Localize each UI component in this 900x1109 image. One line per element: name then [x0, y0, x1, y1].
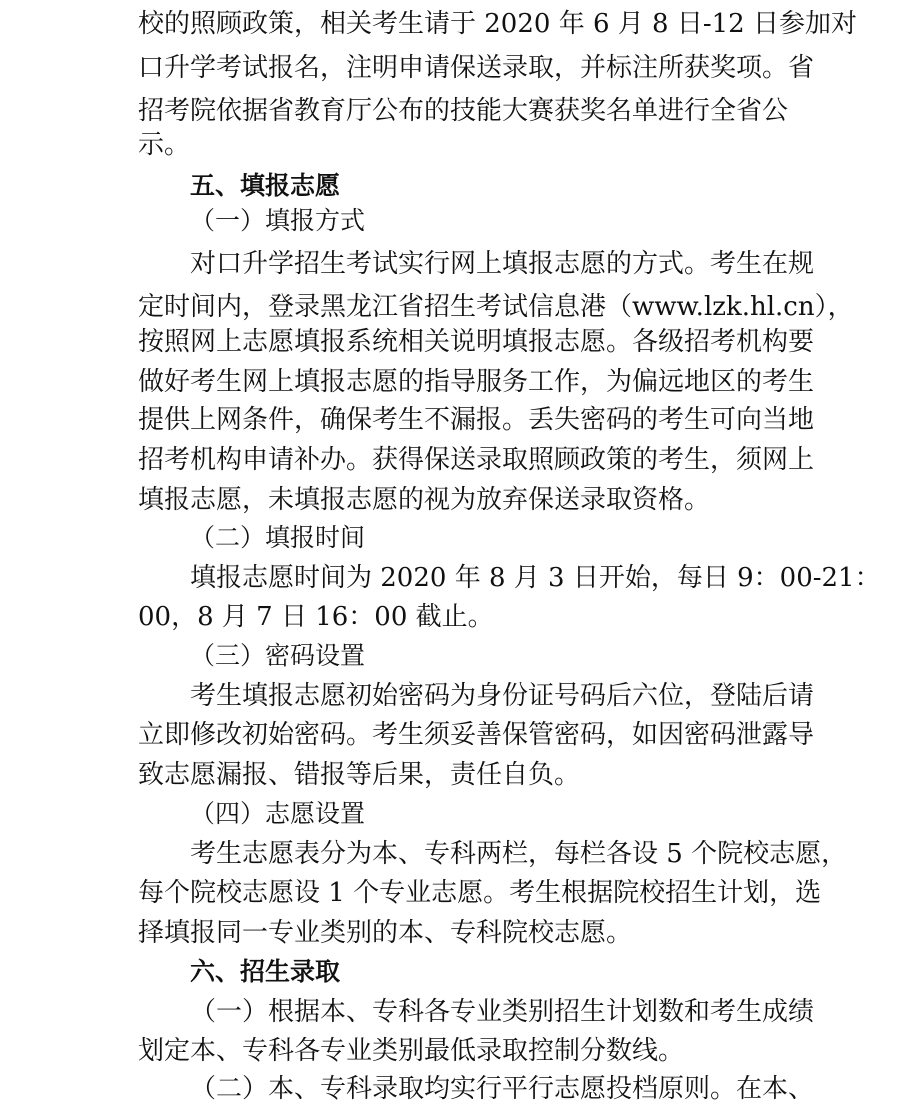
paragraph-line: 划定本、专科各专业类别最低录取控制分数线。: [138, 1036, 685, 1066]
paragraph-line: 择填报同一专业类别的本、专科院校志愿。: [138, 918, 633, 948]
subsection-heading: （一）填报方式: [190, 206, 366, 235]
subsection-heading: （二）填报时间: [190, 523, 366, 552]
paragraph-line: 示。: [138, 130, 191, 160]
paragraph-line: 提供上网条件，确保考生不漏报。丢失密码的考生可向当地: [138, 405, 815, 435]
subsection-heading: （三）密码设置: [190, 641, 366, 670]
paragraph-line: 招考机构申请补办。获得保送录取照顾政策的考生，须网上: [138, 445, 815, 475]
paragraph-line: 致志愿漏报、错报等后果，责任自负。: [138, 760, 581, 790]
paragraph-line: 口升学考试报名，注明申请保送录取，并标注所获奖项。省: [138, 53, 815, 83]
paragraph-line: 定时间内，登录黑龙江省招生考试信息港（www.lzk.hl.cn），: [138, 292, 854, 322]
section-heading: 六、招生录取: [190, 957, 341, 986]
paragraph-line: 每个院校志愿设 1 个专业志愿。考生根据院校招生计划，选: [138, 878, 822, 908]
paragraph-line: （二）本、专科录取均实行平行志愿投档原则。在本、: [190, 1074, 815, 1104]
subsection-heading: （四）志愿设置: [190, 799, 366, 828]
paragraph-line: 00，8 月 7 日 16：00 截止。: [138, 602, 494, 632]
paragraph-line: 考生志愿表分为本、专科两栏，每栏各设 5 个院校志愿，: [190, 839, 848, 869]
paragraph-line: 填报志愿，未填报志愿的视为放弃保送录取资格。: [138, 485, 711, 515]
paragraph-line: 做好考生网上填报志愿的指导服务工作，为偏远地区的考生: [138, 367, 815, 397]
paragraph-line: 对口升学招生考试实行网上填报志愿的方式。考生在规: [190, 249, 815, 279]
paragraph-line: 校的照顾政策，相关考生请于 2020 年 6 月 8 日-12 日参加对: [138, 9, 857, 39]
paragraph-line: 招考院依据省教育厅公布的技能大赛获奖名单进行全省公: [138, 96, 789, 126]
paragraph-line: 按照网上志愿填报系统相关说明填报志愿。各级招考机构要: [138, 327, 815, 357]
paragraph-line: 考生填报志愿初始密码为身份证号码后六位，登陆后请: [190, 681, 815, 711]
paragraph-line: 立即修改初始密码。考生须妥善保管密码，如因密码泄露导: [138, 720, 815, 750]
paragraph-line: 填报志愿时间为 2020 年 8 月 3 日开始，每日 9：00-21：: [190, 563, 881, 593]
paragraph-line: （一）根据本、专科各专业类别招生计划数和考生成绩: [190, 997, 815, 1027]
section-heading: 五、填报志愿: [190, 171, 341, 200]
